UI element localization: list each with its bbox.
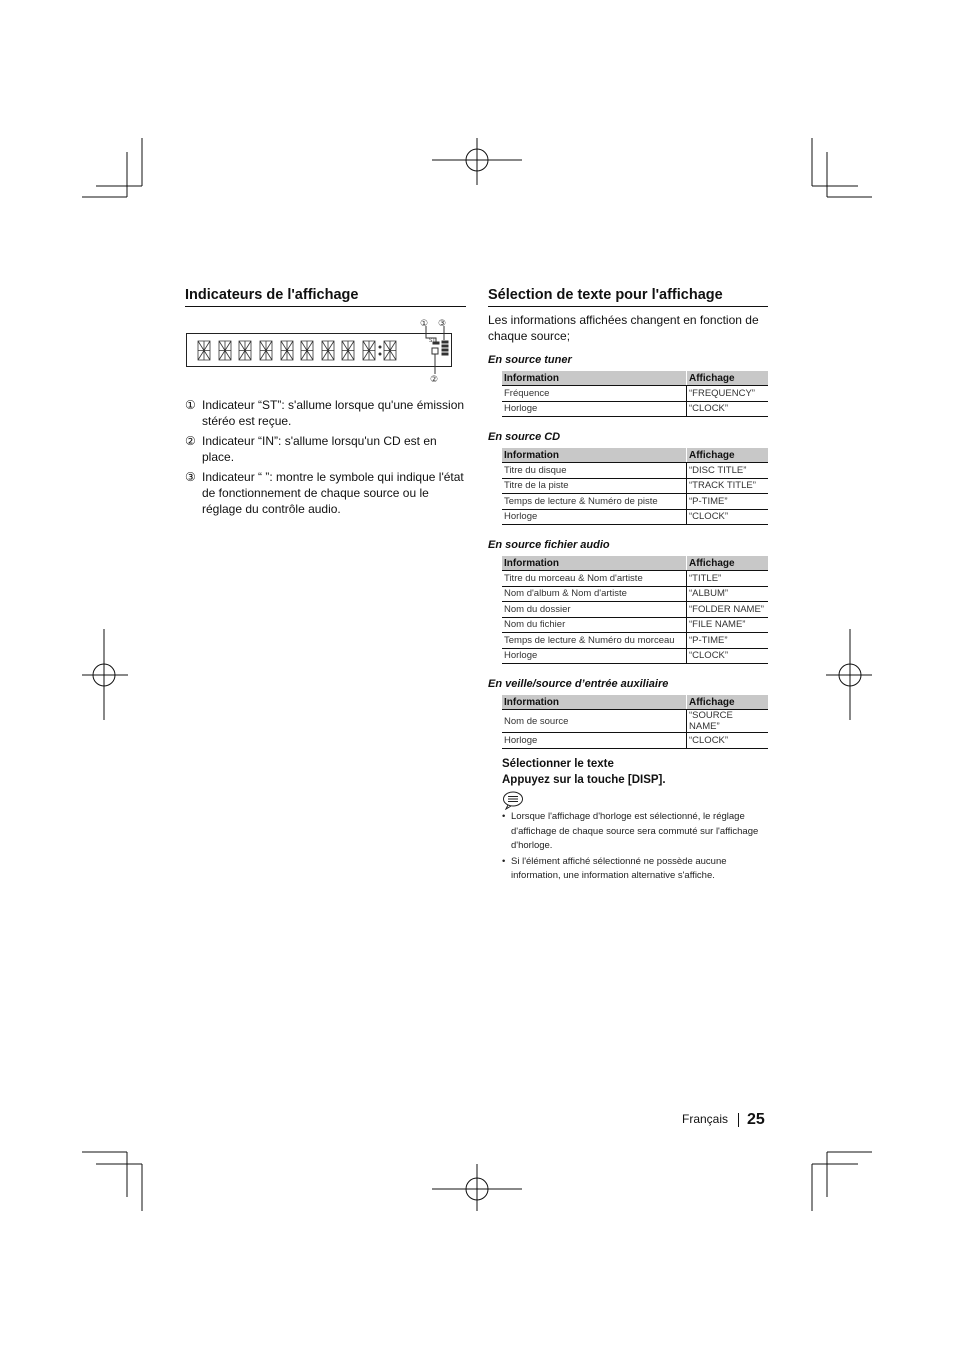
display-cell: “SOURCE NAME” xyxy=(687,710,769,733)
display-cell: “TRACK TITLE” xyxy=(687,478,769,494)
table-tuner: Information Affichage Fréquence “FREQUENCY” Horloge “CLOCK” xyxy=(502,371,768,417)
table-standby-aux: Information Affichage Nom de source “SOURCE NAME” Horloge “CLOCK” xyxy=(502,695,768,749)
table-cd: Information Affichage Titre du disque “DISC TITLE” Titre de la piste “TRACK TITLE” Temps de lecture & Numéro de piste “P-TIME” Horloge “CLOCK” xyxy=(502,448,768,525)
info-cell: Temps de lecture & Numéro de piste xyxy=(502,494,687,510)
marker-2: ② xyxy=(430,375,439,385)
marker-3: ③ xyxy=(438,319,447,329)
table-row xyxy=(502,617,768,633)
table-row xyxy=(502,633,768,649)
info-cell: Nom du dossier xyxy=(502,602,687,618)
info-cell: Horloge xyxy=(502,509,687,525)
display-cell: “TITLE” xyxy=(687,571,769,587)
segment-character xyxy=(342,341,354,360)
select-text-action: Appuyez sur la touche [DISP]. xyxy=(502,774,666,786)
segment-character xyxy=(301,341,313,360)
display-cell: “CLOCK” xyxy=(687,733,769,749)
marker-1: ① xyxy=(420,319,429,329)
section-label-audio-file: En source fichier audio xyxy=(488,539,610,551)
display-cell: “P-TIME” xyxy=(687,633,769,649)
info-cell: Fréquence xyxy=(502,386,687,402)
segment-character xyxy=(219,341,231,360)
display-cell: “CLOCK” xyxy=(687,648,769,664)
display-cell: “DISC TITLE” xyxy=(687,463,769,479)
callout-in: ② Indicateur “IN”: s'allume lorsqu'un CD est en place. xyxy=(185,434,437,464)
table-row xyxy=(502,401,768,417)
table-row xyxy=(502,648,768,664)
display-cell: “CLOCK” xyxy=(687,509,769,525)
table-row xyxy=(502,494,768,510)
lcd-segments xyxy=(186,316,456,388)
section-label-cd: En source CD xyxy=(488,431,561,443)
table-row xyxy=(502,710,768,733)
segment-character xyxy=(363,341,375,360)
table-row xyxy=(502,386,768,402)
indicator-callout-list xyxy=(185,397,467,521)
segment-character xyxy=(322,341,334,360)
table-row xyxy=(502,602,768,618)
info-cell: Horloge xyxy=(502,733,687,749)
table-row xyxy=(502,733,768,749)
display-cell: “FILE NAME” xyxy=(687,617,769,633)
info-cell: Titre du morceau & Nom d'artiste xyxy=(502,571,687,587)
table-audio-file: Information Affichage Titre du morceau & Nom d'artiste “TITLE” Nom d'album & Nom d'artiste “ALBUM” Nom du dossier “FOLDER NAME” Nom du fichier “FILE NAME” Temps de lecture & Numéro du morceau “P-TIME” Horloge “CLOCK” xyxy=(502,556,768,664)
display-cell: “ALBUM” xyxy=(687,586,769,602)
page-number: 25 xyxy=(747,1111,765,1128)
info-cell: Nom du fichier xyxy=(502,617,687,633)
st-indicator-label: ST xyxy=(429,338,436,344)
table-row xyxy=(502,571,768,587)
note-item: • Si l'élément affiché sélectionné ne possède aucune information, une information alternative s'affiche. xyxy=(502,855,766,884)
segment-character xyxy=(384,341,396,360)
intro-text: Les informations affichées changent en fonction de chaque source; xyxy=(488,313,759,343)
footer-separator xyxy=(738,1113,739,1127)
info-cell: Horloge xyxy=(502,401,687,417)
segment-character xyxy=(260,341,272,360)
display-cell: “FOLDER NAME” xyxy=(687,602,769,618)
segment-character xyxy=(198,341,210,360)
select-text-title: Sélectionner le texte xyxy=(502,758,614,770)
info-cell: Titre du disque xyxy=(502,463,687,479)
section-label-standby-aux: En veille/source d’entrée auxiliaire xyxy=(488,678,669,690)
select-text-block xyxy=(502,756,666,788)
display-cell: “CLOCK” xyxy=(687,401,769,417)
display-cell: “FREQUENCY” xyxy=(687,386,769,402)
colon-dot xyxy=(379,346,381,348)
section-label-tuner: En source tuner xyxy=(488,354,572,366)
info-cell: Nom d'album & Nom d'artiste xyxy=(502,586,687,602)
note-speech-bubble-icon xyxy=(502,791,524,810)
section-heading-text-selection: Sélection de texte pour l'affichage xyxy=(488,287,768,307)
colon-dot xyxy=(379,353,381,355)
info-cell: Nom de source xyxy=(502,710,687,733)
footer-language: Français xyxy=(682,1112,729,1127)
table-row xyxy=(502,463,768,479)
page-footer xyxy=(682,1111,765,1129)
display-cell: “P-TIME” xyxy=(687,494,769,510)
section-heading-indicators: Indicateurs de l'affichage xyxy=(185,287,466,307)
table-row xyxy=(502,509,768,525)
callout-symbol: ③ Indicateur “ ”: montre le symbole qui indique l'état de fonctionnement de chaque source ou le réglage du contrôle audio. xyxy=(185,470,464,516)
callout-st: ① Indicateur “ST”: s'allume lorsque qu'une émission stéréo est reçue. xyxy=(185,398,465,428)
table-row xyxy=(502,586,768,602)
info-cell: Titre de la piste xyxy=(502,478,687,494)
segment-character xyxy=(239,341,251,360)
notes-list xyxy=(502,810,766,885)
segment-character xyxy=(281,341,293,360)
info-cell: Horloge xyxy=(502,648,687,664)
info-cell: Temps de lecture & Numéro du morceau xyxy=(502,633,687,649)
note-item: • Lorsque l'affichage d'horloge est sélectionné, le réglage d'affichage de chaque source sera commuté sur l'affichage d'horloge. xyxy=(502,810,766,854)
table-row xyxy=(502,478,768,494)
